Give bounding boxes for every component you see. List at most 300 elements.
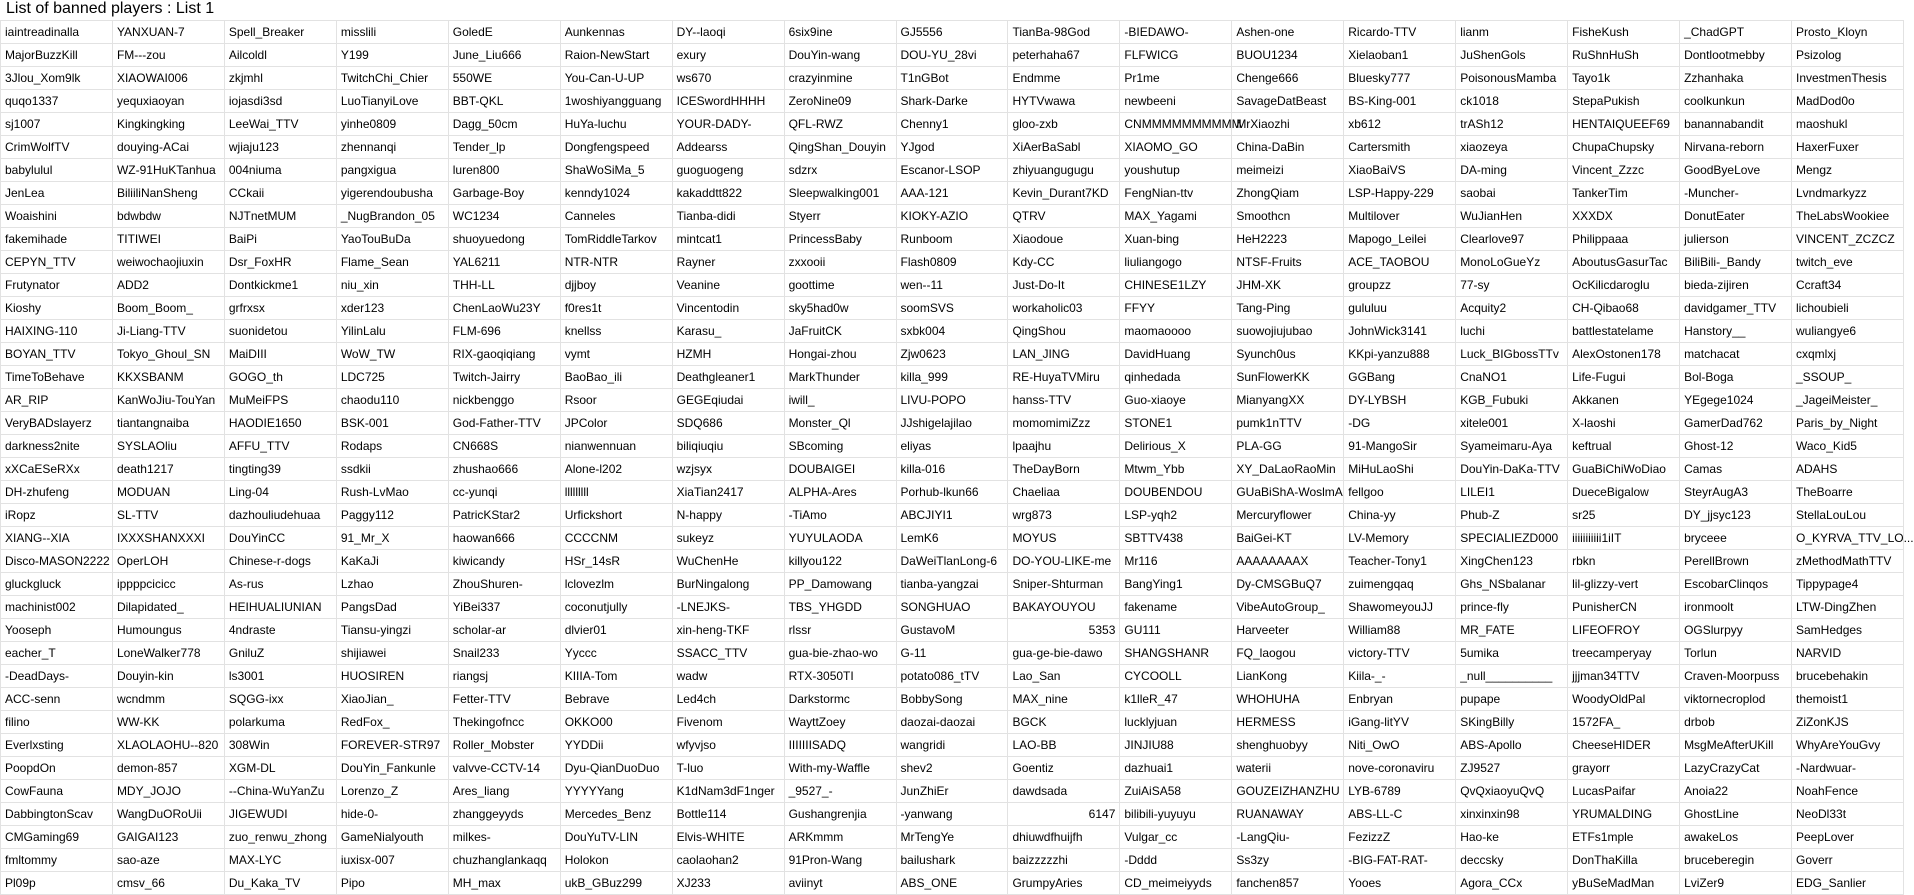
table-cell[interactable]: fmltommy (1, 849, 113, 872)
table-cell[interactable]: killa-016 (896, 458, 1008, 481)
table-cell[interactable]: FengNian-ttv (1120, 182, 1232, 205)
table-cell[interactable]: SamHedges (1792, 619, 1904, 642)
table-cell[interactable]: daozai-daozai (896, 711, 1008, 734)
table-cell[interactable]: MDY_JOJO (112, 780, 224, 803)
table-cell[interactable]: BurNingalong (672, 573, 784, 596)
table-cell[interactable]: DO-YOU-LIKE-me (1008, 550, 1120, 573)
table-cell[interactable]: YANXUAN-7 (112, 21, 224, 44)
table-cell[interactable]: ADD2 (112, 274, 224, 297)
table-cell[interactable]: Pr1me (1120, 67, 1232, 90)
table-cell[interactable]: saobai (1456, 182, 1568, 205)
table-cell[interactable]: SQGG-ixx (224, 688, 336, 711)
table-cell[interactable]: ARKmmm (784, 826, 896, 849)
table-cell[interactable]: eacher_T (1, 642, 113, 665)
table-cell[interactable]: Hao-ke (1456, 826, 1568, 849)
table-cell[interactable]: GGBang (1344, 366, 1456, 389)
table-cell[interactable]: luchi (1456, 320, 1568, 343)
table-cell[interactable]: DueceBigalow (1568, 481, 1680, 504)
table-cell[interactable]: YRUMALDING (1568, 803, 1680, 826)
table-cell[interactable]: dazhouliudehuaa (224, 504, 336, 527)
table-cell[interactable]: Tayo1k (1568, 67, 1680, 90)
table-cell[interactable]: DouYin-DaKa-TTV (1456, 458, 1568, 481)
table-cell[interactable]: YaoTouBuDa (336, 228, 448, 251)
table-cell[interactable]: ukB_GBuz299 (560, 872, 672, 895)
table-cell[interactable]: Lorenzo_Z (336, 780, 448, 803)
table-cell[interactable]: knellss (560, 320, 672, 343)
table-cell[interactable]: YiBei337 (448, 596, 560, 619)
table-cell[interactable]: tianba-yangzai (896, 573, 1008, 596)
table-cell[interactable]: Holokon (560, 849, 672, 872)
table-cell[interactable]: rbkn (1568, 550, 1680, 573)
table-cell[interactable]: Mercuryflower (1232, 504, 1344, 527)
table-cell[interactable]: viktornecroplod (1680, 688, 1792, 711)
table-cell[interactable]: OperLOH (112, 550, 224, 573)
table-cell[interactable]: guoguogeng (672, 159, 784, 182)
table-cell[interactable]: MrXiaozhi (1232, 113, 1344, 136)
table-cell[interactable]: GU111 (1120, 619, 1232, 642)
table-cell[interactable]: scholar-ar (448, 619, 560, 642)
table-cell[interactable]: LviZer9 (1680, 872, 1792, 895)
table-cell[interactable]: lllllllll (560, 481, 672, 504)
table-cell[interactable]: Rayner (672, 251, 784, 274)
table-cell[interactable]: iGang-litYV (1344, 711, 1456, 734)
table-cell[interactable]: BangYing1 (1120, 573, 1232, 596)
table-cell[interactable]: zkjmhl (224, 67, 336, 90)
table-cell[interactable]: XY_DaLaoRaoMin (1232, 458, 1344, 481)
table-cell[interactable]: ShawomeyouJJ (1344, 596, 1456, 619)
table-cell[interactable]: CCCCNM (560, 527, 672, 550)
table-cell[interactable]: DouYin_Fankunle (336, 757, 448, 780)
table-cell[interactable]: XXXDX (1568, 205, 1680, 228)
table-cell[interactable]: OKKO00 (560, 711, 672, 734)
table-cell[interactable]: davidgamer_TTV (1680, 297, 1792, 320)
table-cell[interactable]: XiaoJian_ (336, 688, 448, 711)
table-cell[interactable]: baizzzzzhi (1008, 849, 1120, 872)
table-cell[interactable]: BOYAN_TTV (1, 343, 113, 366)
table-cell[interactable]: youshutup (1120, 159, 1232, 182)
table-cell[interactable]: ZiZonKJS (1792, 711, 1904, 734)
table-cell[interactable]: iwill_ (784, 389, 896, 412)
table-cell[interactable]: Ghs_NSbalanar (1456, 573, 1568, 596)
table-cell[interactable]: KanWoJiu-TouYan (112, 389, 224, 412)
table-cell[interactable]: BSK-001 (336, 412, 448, 435)
table-cell[interactable]: chuzhanglankaqq (448, 849, 560, 872)
table-cell[interactable]: Lao_San (1008, 665, 1120, 688)
table-cell[interactable]: demon-857 (112, 757, 224, 780)
table-cell[interactable]: YOUR-DADY- (672, 113, 784, 136)
table-cell[interactable]: 1572FA_ (1568, 711, 1680, 734)
table-cell[interactable]: Flame_Sean (336, 251, 448, 274)
table-cell[interactable]: DOUBAIGEI (784, 458, 896, 481)
table-cell[interactable]: LoneWalker778 (112, 642, 224, 665)
table-cell[interactable]: Elvis-WHITE (672, 826, 784, 849)
table-cell[interactable]: JHM-XK (1232, 274, 1344, 297)
table-cell[interactable]: FLM-696 (448, 320, 560, 343)
table-cell[interactable]: GustavoM (896, 619, 1008, 642)
table-cell[interactable]: Life-Fugui (1568, 366, 1680, 389)
table-cell[interactable]: Craven-Moorpuss (1680, 665, 1792, 688)
table-cell[interactable]: Garbage-Boy (448, 182, 560, 205)
table-cell[interactable]: Lvndmarkyzz (1792, 182, 1904, 205)
table-cell[interactable]: Paris_by_Night (1792, 412, 1904, 435)
table-cell[interactable]: Everlxsting (1, 734, 113, 757)
table-cell[interactable]: zxxooii (784, 251, 896, 274)
table-cell[interactable]: Thekingofncc (448, 711, 560, 734)
table-cell[interactable]: JenLea (1, 182, 113, 205)
table-cell[interactable]: YilinLalu (336, 320, 448, 343)
table-cell[interactable]: ChupaChupsky (1568, 136, 1680, 159)
table-cell[interactable]: OcKilicdaroglu (1568, 274, 1680, 297)
table-cell[interactable]: _9527_- (784, 780, 896, 803)
table-cell[interactable]: FQ_laogou (1232, 642, 1344, 665)
table-cell[interactable]: Chenge666 (1232, 67, 1344, 90)
table-cell[interactable]: bieda-zijiren (1680, 274, 1792, 297)
table-cell[interactable]: SPECIALIEZD000 (1456, 527, 1568, 550)
table-cell[interactable]: Dontlootmebby (1680, 44, 1792, 67)
table-cell[interactable]: AAA-121 (896, 182, 1008, 205)
table-cell[interactable]: fanchen857 (1232, 872, 1344, 895)
table-cell[interactable]: DouYinCC (224, 527, 336, 550)
table-cell[interactable]: haowan666 (448, 527, 560, 550)
table-cell[interactable]: StellaLouLou (1792, 504, 1904, 527)
table-cell[interactable]: Douyin-kin (112, 665, 224, 688)
table-cell[interactable]: ZuiAiSA58 (1120, 780, 1232, 803)
table-cell[interactable]: Waco_Kid5 (1792, 435, 1904, 458)
table-cell[interactable]: GrumpyAries (1008, 872, 1120, 895)
table-cell[interactable]: FOREVER-STR97 (336, 734, 448, 757)
table-cell[interactable]: WHOHUHA (1232, 688, 1344, 711)
table-cell[interactable]: Styerr (784, 205, 896, 228)
table-cell[interactable]: DOU-YU_28vi (896, 44, 1008, 67)
table-cell[interactable]: momomimiZzz (1008, 412, 1120, 435)
table-cell[interactable]: BaiGei-KT (1232, 527, 1344, 550)
table-cell[interactable]: SBcoming (784, 435, 896, 458)
table-cell[interactable]: SSACC_TTV (672, 642, 784, 665)
table-cell[interactable]: T1nGBot (896, 67, 1008, 90)
table-cell[interactable]: goottime (784, 274, 896, 297)
table-cell[interactable]: ALPHA-Ares (784, 481, 896, 504)
table-cell[interactable]: WC1234 (448, 205, 560, 228)
table-cell[interactable]: ZJ9527 (1456, 757, 1568, 780)
table-cell[interactable]: ironmoolt (1680, 596, 1792, 619)
table-cell[interactable]: DouYuTV-LIN (560, 826, 672, 849)
table-cell[interactable]: iaintreadinalla (1, 21, 113, 44)
table-cell[interactable]: NeoDl33t (1792, 803, 1904, 826)
table-cell[interactable]: -DeadDays- (1, 665, 113, 688)
table-cell[interactable]: -BIG-FAT-RAT- (1344, 849, 1456, 872)
table-cell[interactable]: ShaWoSiMa_5 (560, 159, 672, 182)
table-cell[interactable]: grayorr (1568, 757, 1680, 780)
table-cell[interactable]: Philippaaa (1568, 228, 1680, 251)
table-cell[interactable]: twitch_eve (1792, 251, 1904, 274)
table-cell[interactable]: Kioshy (1, 297, 113, 320)
table-cell[interactable]: Xielaoban1 (1344, 44, 1456, 67)
table-cell[interactable]: N-happy (672, 504, 784, 527)
table-cell[interactable]: JohnWick3141 (1344, 320, 1456, 343)
table-cell[interactable]: Rsoor (560, 389, 672, 412)
table-cell[interactable]: xitele001 (1456, 412, 1568, 435)
table-cell[interactable]: MODUAN (112, 481, 224, 504)
table-cell[interactable]: STONE1 (1120, 412, 1232, 435)
table-cell[interactable]: PeepLover (1792, 826, 1904, 849)
table-cell[interactable]: dazhuai1 (1120, 757, 1232, 780)
table-cell[interactable]: Smoothcn (1232, 205, 1344, 228)
table-cell[interactable]: Guo-xiaoye (1120, 389, 1232, 412)
table-cell[interactable]: 91_Mr_X (336, 527, 448, 550)
table-cell[interactable]: wen--11 (896, 274, 1008, 297)
table-cell[interactable]: Kingkingking (112, 113, 224, 136)
table-cell[interactable]: RUANAWAY (1232, 803, 1344, 826)
table-cell[interactable]: Shark-Darke (896, 90, 1008, 113)
table-cell[interactable]: zuimengqaq (1344, 573, 1456, 596)
table-cell[interactable]: Darkstormc (784, 688, 896, 711)
table-cell[interactable]: wzjsyx (672, 458, 784, 481)
table-cell[interactable]: Xiaodoue (1008, 228, 1120, 251)
table-cell[interactable]: HeH2223 (1232, 228, 1344, 251)
table-cell[interactable]: yequxiaoyan (112, 90, 224, 113)
table-cell[interactable]: SteyrAugA3 (1680, 481, 1792, 504)
table-cell[interactable]: bryceee (1680, 527, 1792, 550)
table-cell[interactable]: GoledE (448, 21, 560, 44)
table-cell[interactable]: QingShou (1008, 320, 1120, 343)
table-cell[interactable]: bruceberegin (1680, 849, 1792, 872)
table-cell[interactable]: CD_meimeiyyds (1120, 872, 1232, 895)
table-cell[interactable]: MH_max (448, 872, 560, 895)
table-cell[interactable]: gloo-zxb (1008, 113, 1120, 136)
table-cell[interactable]: djjboy (560, 274, 672, 297)
table-cell[interactable]: Delirious_X (1120, 435, 1232, 458)
table-cell[interactable]: Runboom (896, 228, 1008, 251)
table-cell[interactable]: suowojiujubao (1232, 320, 1344, 343)
table-cell[interactable]: 308Win (224, 734, 336, 757)
table-cell[interactable]: Xuan-bing (1120, 228, 1232, 251)
table-cell[interactable]: MR_FATE (1456, 619, 1568, 642)
table-cell[interactable]: JunZhiEr (896, 780, 1008, 803)
table-cell[interactable]: LianKong (1232, 665, 1344, 688)
table-cell[interactable]: TianBa-98God (1008, 21, 1120, 44)
table-cell[interactable]: PoopdOn (1, 757, 113, 780)
table-cell[interactable]: HZMH (672, 343, 784, 366)
table-cell[interactable]: Led4ch (672, 688, 784, 711)
table-cell[interactable]: pupape (1456, 688, 1568, 711)
table-cell[interactable]: Acquity2 (1456, 297, 1568, 320)
table-cell[interactable]: _null__________ (1456, 665, 1568, 688)
table-cell[interactable]: coconutjully (560, 596, 672, 619)
table-cell[interactable]: Vincent_Zzzc (1568, 159, 1680, 182)
table-cell[interactable]: LTW-DingZhen (1792, 596, 1904, 619)
table-cell[interactable]: Alone-l202 (560, 458, 672, 481)
table-cell[interactable]: YUYULAODA (784, 527, 896, 550)
table-cell[interactable]: lianm (1456, 21, 1568, 44)
table-cell[interactable]: JINJIU88 (1120, 734, 1232, 757)
table-cell[interactable]: GhostLine (1680, 803, 1792, 826)
table-cell[interactable]: Dagg_50cm (448, 113, 560, 136)
table-cell[interactable]: CCkaii (224, 182, 336, 205)
table-cell[interactable]: zhiyuangugugu (1008, 159, 1120, 182)
table-cell[interactable]: LuoTianyiLove (336, 90, 448, 113)
table-cell[interactable]: Vulgar_cc (1120, 826, 1232, 849)
table-cell[interactable]: SavageDatBeast (1232, 90, 1344, 113)
table-cell[interactable]: CowFauna (1, 780, 113, 803)
table-cell[interactable]: xder123 (336, 297, 448, 320)
table-cell[interactable]: Mr116 (1120, 550, 1232, 573)
table-cell[interactable]: fakemihade (1, 228, 113, 251)
table-cell[interactable]: BiliBili-_Bandy (1680, 251, 1792, 274)
table-cell[interactable]: YEgege1024 (1680, 389, 1792, 412)
table-cell[interactable]: 4ndraste (224, 619, 336, 642)
table-cell[interactable]: OGSlurpyy (1680, 619, 1792, 642)
table-cell[interactable]: jjjman34TTV (1568, 665, 1680, 688)
table-cell[interactable]: Prosto_Kloyn (1792, 21, 1904, 44)
table-cell[interactable]: BiliiliNanSheng (112, 182, 224, 205)
table-cell[interactable]: bailushark (896, 849, 1008, 872)
table-cell[interactable]: polarkuma (224, 711, 336, 734)
table-cell[interactable]: ABS_ONE (896, 872, 1008, 895)
table-cell[interactable]: StepaPukish (1568, 90, 1680, 113)
table-cell[interactable]: pumk1nTTV (1232, 412, 1344, 435)
table-cell[interactable]: hide-0- (336, 803, 448, 826)
table-cell[interactable]: Multilover (1344, 205, 1456, 228)
table-cell[interactable]: Agora_CCx (1456, 872, 1568, 895)
table-cell[interactable]: Goentiz (1008, 757, 1120, 780)
table-cell[interactable]: LIVU-POPO (896, 389, 1008, 412)
table-cell[interactable]: Tippypage4 (1792, 573, 1904, 596)
table-cell[interactable]: Fivenom (672, 711, 784, 734)
table-cell[interactable]: XIANG--XIA (1, 527, 113, 550)
table-cell[interactable]: nickbenggo (448, 389, 560, 412)
table-cell[interactable]: Dyu-QianDuoDuo (560, 757, 672, 780)
table-cell[interactable]: ZhouShuren- (448, 573, 560, 596)
table-cell[interactable]: Dilapidated_ (112, 596, 224, 619)
table-cell[interactable]: LazyCrazyCat (1680, 757, 1792, 780)
table-cell[interactable]: TBS_YHGDD (784, 596, 896, 619)
table-cell[interactable]: LYB-6789 (1344, 780, 1456, 803)
table-cell[interactable]: Camas (1680, 458, 1792, 481)
table-cell[interactable]: prince-fly (1456, 596, 1568, 619)
table-cell[interactable]: sdzrx (784, 159, 896, 182)
table-cell[interactable]: GOUZEIZHANZHU (1232, 780, 1344, 803)
table-cell[interactable]: PangsDad (336, 596, 448, 619)
table-cell[interactable]: 77-sy (1456, 274, 1568, 297)
table-cell[interactable]: -yanwang (896, 803, 1008, 826)
table-cell[interactable]: RTX-3050TI (784, 665, 896, 688)
table-cell[interactable]: babylulul (1, 159, 113, 182)
table-cell[interactable]: banannabandit (1680, 113, 1792, 136)
table-cell[interactable]: MajorBuzzKill (1, 44, 113, 67)
table-cell[interactable]: biliqiuqiu (672, 435, 784, 458)
table-cell[interactable]: DouYin-wang (784, 44, 896, 67)
table-cell[interactable]: PatricKStar2 (448, 504, 560, 527)
table-cell[interactable]: crazyinmine (784, 67, 896, 90)
table-cell[interactable]: shenghuobyy (1232, 734, 1344, 757)
table-cell[interactable]: Syunch0us (1232, 343, 1344, 366)
table-cell[interactable]: Raion-NewStart (560, 44, 672, 67)
table-cell[interactable]: RedFox_ (336, 711, 448, 734)
table-cell[interactable]: dawdsada (1008, 780, 1120, 803)
table-cell[interactable]: Luck_BIGbossTTv (1456, 343, 1568, 366)
table-cell[interactable]: QingShan_Douyin (784, 136, 896, 159)
table-cell[interactable]: death1217 (112, 458, 224, 481)
table-cell[interactable]: CYCOOLL (1120, 665, 1232, 688)
table-cell[interactable]: liuliangogo (1120, 251, 1232, 274)
table-cell[interactable]: wuliangye6 (1792, 320, 1904, 343)
table-cell[interactable]: XIAOWAI006 (112, 67, 224, 90)
table-cell[interactable]: XiaTian2417 (672, 481, 784, 504)
table-cell[interactable]: eliyas (896, 435, 1008, 458)
table-cell[interactable]: vymt (560, 343, 672, 366)
table-cell[interactable]: LAN_JING (1008, 343, 1120, 366)
table-cell[interactable]: brucebehakin (1792, 665, 1904, 688)
table-cell[interactable]: DonutEater (1680, 205, 1792, 228)
table-cell[interactable]: kenndy1024 (560, 182, 672, 205)
table-cell[interactable]: GniluZ (224, 642, 336, 665)
table-cell[interactable]: ADAHS (1792, 458, 1904, 481)
table-cell[interactable]: Hanstory__ (1680, 320, 1792, 343)
table-cell[interactable]: valvve-CCTV-14 (448, 757, 560, 780)
table-cell[interactable]: _ChadGPT (1680, 21, 1792, 44)
table-cell[interactable]: ZhongQiam (1232, 182, 1344, 205)
table-cell[interactable]: NTR-NTR (560, 251, 672, 274)
table-cell[interactable]: LucasPaifar (1568, 780, 1680, 803)
table-cell[interactable]: aviinyt (784, 872, 896, 895)
table-cell[interactable]: O_KYRVA_TTV_LO... (1792, 527, 1904, 550)
table-cell[interactable]: ABS-LL-C (1344, 803, 1456, 826)
table-cell[interactable]: T-luo (672, 757, 784, 780)
table-cell[interactable]: ACE_TAOBOU (1344, 251, 1456, 274)
table-cell[interactable]: pangxigua (336, 159, 448, 182)
table-cell[interactable]: tiantangnaiba (112, 412, 224, 435)
table-cell[interactable]: CEPYN_TTV (1, 251, 113, 274)
table-cell[interactable]: IIIIIIISADQ (784, 734, 896, 757)
table-cell[interactable]: riangsj (448, 665, 560, 688)
table-cell[interactable]: zuo_renwu_zhong (224, 826, 336, 849)
table-cell[interactable]: Tiansu-yingzi (336, 619, 448, 642)
table-cell[interactable]: zhushao666 (448, 458, 560, 481)
table-cell[interactable]: China-DaBin (1232, 136, 1344, 159)
table-cell[interactable]: WZ-91HuKTanhua (112, 159, 224, 182)
table-cell[interactable]: killa_999 (896, 366, 1008, 389)
table-cell[interactable]: WangDuORoUii (112, 803, 224, 826)
table-cell[interactable]: CnaNO1 (1456, 366, 1568, 389)
table-cell[interactable]: k1lleR_47 (1120, 688, 1232, 711)
table-cell[interactable]: killyou122 (784, 550, 896, 573)
table-cell[interactable]: Yyccc (560, 642, 672, 665)
table-cell[interactable]: groupzz (1344, 274, 1456, 297)
table-cell[interactable]: lichoubieli (1792, 297, 1904, 320)
table-cell[interactable]: BS-King-001 (1344, 90, 1456, 113)
table-cell[interactable]: Kevin_Durant7KD (1008, 182, 1120, 205)
table-cell[interactable]: China-yy (1344, 504, 1456, 527)
table-cell[interactable]: CHINESE1LZY (1120, 274, 1232, 297)
table-cell[interactable]: treecamperyay (1568, 642, 1680, 665)
table-cell[interactable]: Just-Do-It (1008, 274, 1120, 297)
table-cell[interactable]: newbeeni (1120, 90, 1232, 113)
table-cell[interactable]: AlexOstonen178 (1568, 343, 1680, 366)
table-cell[interactable]: SDQ686 (672, 412, 784, 435)
table-cell[interactable]: misslili (336, 21, 448, 44)
table-cell[interactable]: ZeroNine09 (784, 90, 896, 113)
table-cell[interactable]: Anoia22 (1680, 780, 1792, 803)
table-cell[interactable]: MonoLoGueYz (1456, 251, 1568, 274)
table-cell[interactable]: grfrxsx (224, 297, 336, 320)
table-cell[interactable]: MiHuLaoShi (1344, 458, 1456, 481)
table-cell[interactable]: June_Liu666 (448, 44, 560, 67)
table-cell[interactable]: GoodByeLove (1680, 159, 1792, 182)
table-cell[interactable]: TimeToBehave (1, 366, 113, 389)
table-cell[interactable]: _JageiMeister_ (1792, 389, 1904, 412)
table-cell[interactable]: Flash0809 (896, 251, 1008, 274)
table-cell[interactable]: Tang-Ping (1232, 297, 1344, 320)
